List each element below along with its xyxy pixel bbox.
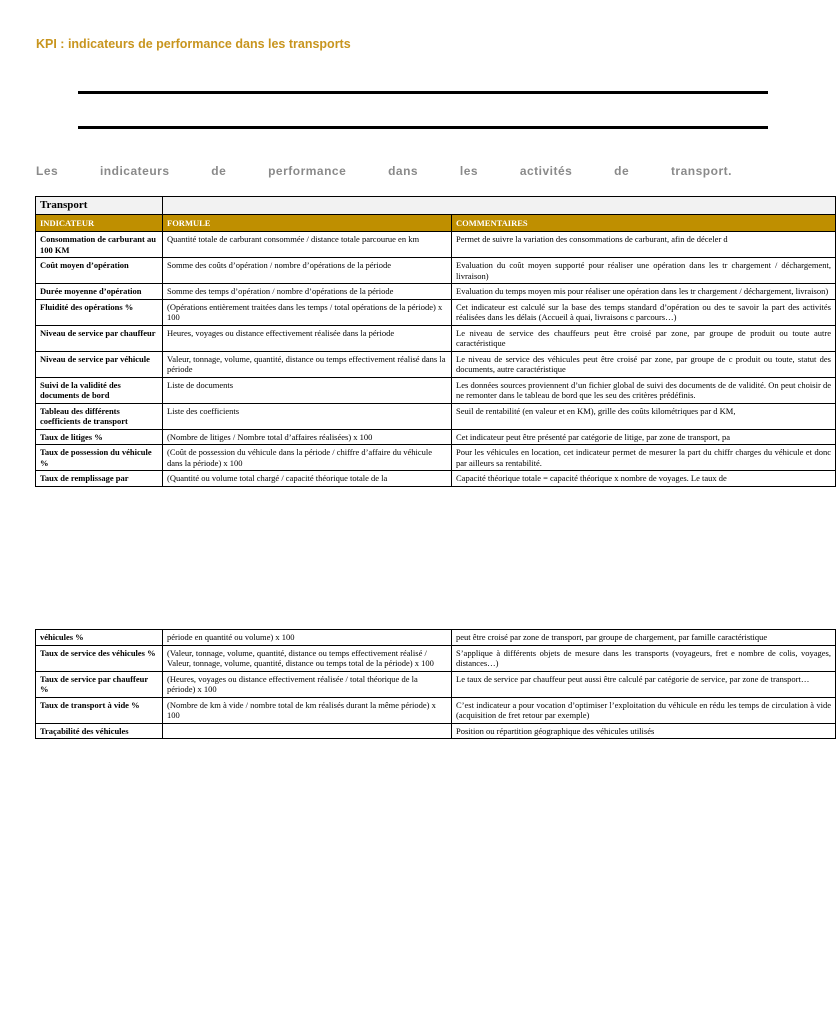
formula-cell: (Nombre de litiges / Nombre total d’affaires réalisées) x 100 xyxy=(163,429,452,445)
table-row xyxy=(36,645,836,671)
table-row xyxy=(36,351,836,377)
intro-word: dans xyxy=(388,164,419,178)
formula-cell: Heures, voyages ou distance effectivement réalisée dans la période xyxy=(163,325,452,351)
indicator-cell: véhicules % xyxy=(36,630,163,646)
indicator-cell: Taux de service par chauffeur % xyxy=(36,671,163,697)
formula-cell: Liste de documents xyxy=(163,377,452,403)
comment-cell: Le taux de service par chauffeur peut aussi être calculé par catégorie de service, par zone de transport… xyxy=(452,671,836,697)
indicator-cell: Taux de remplissage par xyxy=(36,471,163,487)
indicator-cell: Suivi de la validité des documents de bord xyxy=(36,377,163,403)
formula-cell: Quantité totale de carburant consommée / distance totale parcourue en km xyxy=(163,232,452,258)
indicator-cell: Taux de transport à vide % xyxy=(36,697,163,723)
formula-cell: période en quantité ou volume) x 100 xyxy=(163,630,452,646)
indicator-cell: Tableau des différents coefficients de transport xyxy=(36,403,163,429)
intro-word: performance xyxy=(268,164,347,178)
formula-cell: (Heures, voyages ou distance effectivement réalisée / total théorique de la période) x 100 xyxy=(163,671,452,697)
indicator-cell: Coût moyen d’opération xyxy=(36,258,163,284)
formula-cell: Liste des coefficients xyxy=(163,403,452,429)
comment-cell: Seuil de rentabilité (en valeur et en KM), grille des coûts kilométriques par d KM, xyxy=(452,403,836,429)
intro-word: Les xyxy=(36,164,59,178)
column-header-formule: FORMULE xyxy=(163,214,452,232)
intro-sentence xyxy=(36,164,732,178)
table-row xyxy=(36,429,836,445)
comment-cell: Capacité théorique totale = capacité théorique x nombre de voyages. Le taux de xyxy=(452,471,836,487)
formula-cell: (Coût de possession du véhicule dans la période / chiffre d’affaire du véhicule dans la période) x 100 xyxy=(163,445,452,471)
comment-cell: Cet indicateur est calculé sur la base des temps standard d’opération ou des te savoir la part des activités réalisées dans les délais (Accueil à quai, livraisons c parcours…) xyxy=(452,299,836,325)
formula-cell: Valeur, tonnage, volume, quantité, distance ou temps effectivement réalisé dans la période xyxy=(163,351,452,377)
formula-cell: (Nombre de km à vide / nombre total de km réalisés durant la même période) x 100 xyxy=(163,697,452,723)
kpi-table-part-2 xyxy=(35,629,836,739)
formula-cell xyxy=(163,723,452,739)
formula-cell: (Valeur, tonnage, volume, quantité, distance ou temps effectivement réalisé / Valeur, tonnage, volume, quantité, distance ou temps total de la période) x 100 xyxy=(163,645,452,671)
formula-cell: Somme des coûts d’opération / nombre d’opérations de la période xyxy=(163,258,452,284)
table-row xyxy=(36,697,836,723)
comment-cell: Evaluation du temps moyen mis pour réaliser une opération dans les tr chargement / déchargement, livraison) xyxy=(452,284,836,300)
intro-word: de xyxy=(211,164,227,178)
table-row xyxy=(36,299,836,325)
kpi-table-part-1 xyxy=(35,196,836,487)
intro-word: de xyxy=(614,164,630,178)
section-header-empty-cell xyxy=(163,197,836,215)
comment-cell: Cet indicateur peut être présenté par catégorie de litige, par zone de transport, pa xyxy=(452,429,836,445)
table-row xyxy=(36,403,836,429)
comment-cell: peut être croisé par zone de transport, par groupe de chargement, par famille caractéristique xyxy=(452,630,836,646)
table-row xyxy=(36,671,836,697)
comment-cell: Pour les véhicules en location, cet indicateur permet de mesurer la part du chiffr charges du véhicule et donc par ailleurs sa rentabilité. xyxy=(452,445,836,471)
indicator-cell: Traçabilité des véhicules xyxy=(36,723,163,739)
comment-cell: C’est indicateur a pour vocation d’optimiser l’exploitation du véhicule en rédu les temps de circulation à vide (acquisition de fret retour par exemple) xyxy=(452,697,836,723)
comment-cell: Permet de suivre la variation des consommations de carburant, afin de déceler d xyxy=(452,232,836,258)
comment-cell: Les données sources proviennent d’un fichier global de suivi des documents de de validité. On peut choisir de ne remonter dans le tableau de bord que les seu des critères prédéfinis. xyxy=(452,377,836,403)
formula-cell: (Quantité ou volume total chargé / capacité théorique totale de la xyxy=(163,471,452,487)
comment-cell: Le niveau de service des chauffeurs peut être croisé par zone, par groupe de produit ou toute autre caractéristique xyxy=(452,325,836,351)
table-row xyxy=(36,258,836,284)
comment-cell: Evaluation du coût moyen supporté pour réaliser une opération dans les tr chargement / déchargement, livraison) xyxy=(452,258,836,284)
table-row xyxy=(36,325,836,351)
intro-word: transport. xyxy=(670,164,732,178)
indicator-cell: Taux de service des véhicules % xyxy=(36,645,163,671)
table-row xyxy=(36,232,836,258)
intro-word: activités xyxy=(519,164,573,178)
indicator-cell: Niveau de service par chauffeur xyxy=(36,325,163,351)
indicator-cell: Durée moyenne d’opération xyxy=(36,284,163,300)
formula-cell: Somme des temps d’opération / nombre d’opérations de la période xyxy=(163,284,452,300)
table-row xyxy=(36,630,836,646)
horizontal-rule-bottom xyxy=(78,126,768,129)
indicator-cell: Taux de possession du véhicule % xyxy=(36,445,163,471)
indicator-cell: Consommation de carburant au 100 KM xyxy=(36,232,163,258)
formula-cell: (Opérations entièrement traitées dans les temps / total opérations de la période) x 100 xyxy=(163,299,452,325)
comment-cell: S’applique à différents objets de mesure dans les transports (voyageurs, fret e nombre de colis, voyages, distances…) xyxy=(452,645,836,671)
intro-word: indicateurs xyxy=(99,164,170,178)
document-title: KPI : indicateurs de performance dans les transports xyxy=(36,37,351,51)
section-header-row xyxy=(36,197,836,215)
table-row xyxy=(36,377,836,403)
column-header-commentaires: COMMENTAIRES xyxy=(452,214,836,232)
table-row xyxy=(36,284,836,300)
indicator-cell: Taux de litiges % xyxy=(36,429,163,445)
column-header-indicateur: INDICATEUR xyxy=(36,214,163,232)
intro-word: les xyxy=(459,164,479,178)
table-row xyxy=(36,723,836,739)
table-row xyxy=(36,445,836,471)
horizontal-rule-top xyxy=(78,91,768,94)
indicator-cell: Niveau de service par véhicule xyxy=(36,351,163,377)
indicator-cell: Fluidité des opérations % xyxy=(36,299,163,325)
comment-cell: Le niveau de service des véhicules peut être croisé par zone, par groupe de c produit ou toute, statut des documents, autre caractéristique xyxy=(452,351,836,377)
column-header-row xyxy=(36,214,836,232)
comment-cell: Position ou répartition géographique des véhicules utilisés xyxy=(452,723,836,739)
section-label: Transport xyxy=(36,197,163,215)
table-row xyxy=(36,471,836,487)
